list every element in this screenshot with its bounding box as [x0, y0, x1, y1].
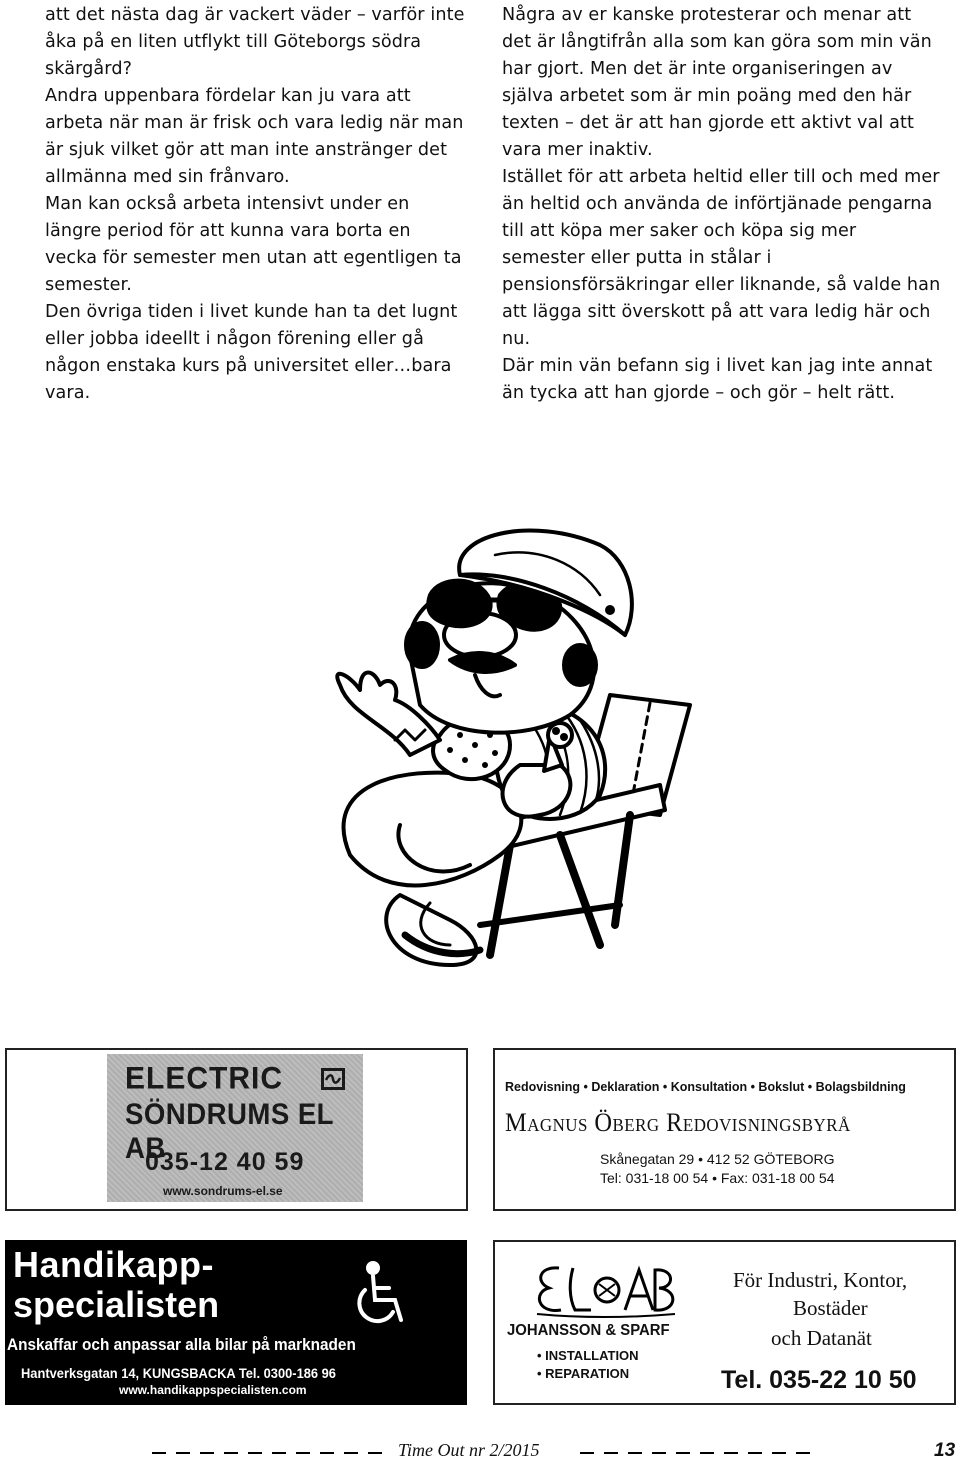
paragraph: Andra uppenbara fördelar kan ju vara att arbeta när man är frisk och vara ledig när man är sjuk vilket gör att man inte anstränger det allmänna med sin frånvaro.	[45, 86, 464, 187]
paragraph: Den övriga tiden i livet kunde han ta det lugnt eller jobba ideellt i någon förening eller gå någon enstaka kurs på universitet eller…bara vara.	[45, 302, 458, 403]
ad-company-name: SÖNDRUMS EL AB	[125, 1098, 334, 1165]
el-ab-logo-icon	[529, 1262, 679, 1318]
page-number: 13	[934, 1440, 956, 1461]
ad-service: • REPARATION	[537, 1366, 630, 1381]
ad-johansson-sparf	[493, 1240, 956, 1405]
text-column-left	[45, 2, 465, 407]
footer-dash-rule	[152, 1452, 384, 1454]
ad-handikappspecialisten	[5, 1240, 467, 1405]
paragraph: Istället för att arbeta heltid eller till och med mer än heltid och använda de införtjänade pengarna till att köpa mer saker och köpa sig mer semester eller putta in stålar i pensionsförsäkringar eller liknande, så valde han att lägga sitt överskott på att vara ledig här och nu.	[502, 167, 941, 349]
ad-title: specialisten	[13, 1284, 220, 1325]
page-footer	[0, 1440, 960, 1466]
ad-phone: 035-12 40 59	[145, 1148, 305, 1176]
tilde-symbol-icon	[321, 1068, 345, 1090]
ad-text: och Datanät	[771, 1326, 872, 1350]
ad-web: www.sondrums-el.se	[163, 1184, 283, 1198]
paragraph: Där min vän befann sig i livet kan jag inte annat än tycka att han gjorde – och gör – helt rätt.	[502, 356, 933, 403]
ad-line: ELECTRIC	[125, 1061, 283, 1096]
ad-phone: Tel: 031-18 00 54 • Fax: 031-18 00 54	[600, 1170, 835, 1186]
ad-services: Redovisning • Deklaration • Konsultation • Bokslut • Bolagsbildning	[505, 1080, 906, 1094]
ad-phone: Tel. 035-22 10 50	[721, 1366, 917, 1394]
ad-sondrums-el-panel	[107, 1054, 363, 1202]
ad-company-name: JOHANSSON & SPARF	[507, 1322, 670, 1339]
ad-tagline: Anskaffar och anpassar alla bilar på marknaden	[7, 1336, 356, 1354]
ad-magnus-oberg	[493, 1048, 956, 1211]
ad-text: Bostäder	[793, 1296, 868, 1320]
text-column-right	[502, 2, 942, 407]
relaxing-man-illustration	[280, 525, 700, 985]
wheelchair-icon	[345, 1260, 425, 1330]
footer-dash-rule	[580, 1452, 812, 1454]
ad-service: • INSTALLATION	[537, 1348, 639, 1363]
paragraph: Man kan också arbeta intensivt under en längre period för att kunna vara borta en vecka för semester men utan att egentligen ta semester.	[45, 194, 462, 295]
ad-web: www.handikappspecialisten.com	[119, 1383, 307, 1397]
ad-text: För Industri, Kontor,	[733, 1268, 908, 1292]
ad-address: Hantverksgatan 14, KUNGSBACKA Tel. 0300-186 96	[21, 1365, 336, 1381]
ad-sondrums-el	[5, 1048, 468, 1211]
paragraph: att det nästa dag är vackert väder – varför inte åka på en liten utflykt till Göteborgs södra skärgård?	[45, 5, 465, 79]
paragraph: Några av er kanske protesterar och menar att det är långtifrån alla som kan göra som min vän har gjort. Men det är inte organiseringen av själva arbetet som är min poäng med den här texten – det är att han gjorde ett aktivt val att vara mer inaktiv.	[502, 5, 932, 160]
ad-company-name: Magnus Öberg Redovisningsbyrå	[505, 1108, 851, 1137]
ad-address: Skånegatan 29 • 412 52 GÖTEBORG	[600, 1151, 835, 1167]
ad-title: Handikapp-	[13, 1244, 215, 1285]
footer-title: Time Out nr 2/2015	[398, 1440, 540, 1460]
